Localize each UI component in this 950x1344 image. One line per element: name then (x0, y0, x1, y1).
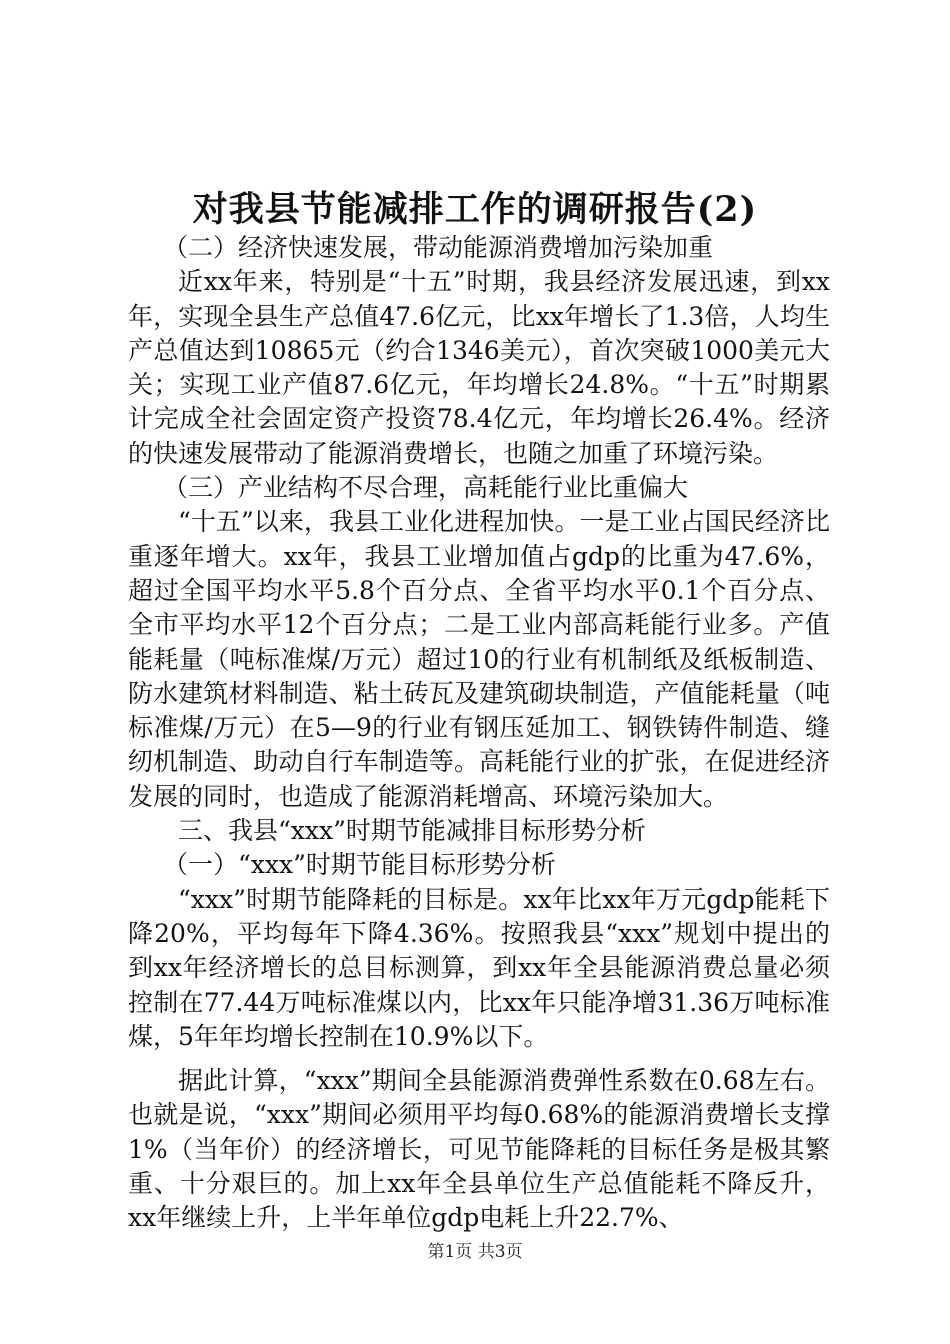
section-heading-3: （三）产业结构不尽合理，高耗能行业比重偏大 (163, 473, 689, 503)
section-heading-3-1: （一）“xxx”时期节能目标形势分析 (163, 850, 556, 880)
document-body (128, 231, 830, 1236)
paragraph-energy-target: “xxx”时期节能降耗的目标是。xx年比xx年万元gdp能耗下降20%，平均每年下降4.36%。按照我县“xxx”规划中提出的到xx年经济增长的总目标测算，到xx年全县能源消费总量必须控制在77.44万吨标准煤以内，比xx年只能净增31.36万吨标准煤，5年年均增长控制在10.9%以下。 (128, 884, 830, 1051)
section-heading-2: （二）经济快速发展，带动能源消费增加污染加重 (163, 233, 714, 262)
chapter-heading-3: 三、我县“xxx”时期节能减排目标形势分析 (178, 816, 646, 846)
paragraph-industry-structure: “十五”以来，我县工业化进程加快。一是工业占国民经济比重逐年增大。xx年，我县工业增加值占gdp的比重为47.6%，超过全国平均水平5.8个百分点、全省平均水平0.1个百分点、全市平均水平12个百分点；二是工业内部高耗能行业多。产值能耗量（吨标准煤/万元）超过10的行业有机制纸及纸板制造、防水建筑材料制造、粘土砖瓦及建筑砌块制造，产值能耗量（吨标准煤/万元）在5—9的行业有钢压延加工、钢铁铸件制造、缝纫机制造、助动自行车制造等。高耗能行业的扩张，在促进经济发展的同时，也造成了能源消耗增高、环境污染加大。 (128, 507, 830, 811)
page-footer: 第1页 共3页 (427, 1242, 523, 1262)
document-title: 对我县节能减排工作的调研报告(2) (192, 189, 758, 230)
paragraph-elasticity: 据此计算，“xxx”期间全县能源消费弹性系数在0.68左右。也就是说，“xxx”期间必须用平均每0.68%的能源消费增长支撑1%（当年价）的经济增长，可见节能降耗的目标任务是极其繁重、十分艰巨的。加上xx年全县单位生产总值能耗不降反升，xx年继续上升，上半年单位gdp电耗上升22.7%、 (128, 1066, 830, 1233)
paragraph-economy-growth: 近xx年来，特别是“十五”时期，我县经济发展迅速，到xx年，实现全县生产总值47.6亿元，比xx年增长了1.3倍，人均生产总值达到10865元（约合1346美元），首次突破1000美元大关；实现工业产值87.6亿元，年均增长24.8%。“十五”时期累计完成全社会固定资产投资78.4亿元，年均增长26.4%。经济的快速发展带动了能源消费增长，也随之加重了环境污染。 (128, 267, 830, 468)
